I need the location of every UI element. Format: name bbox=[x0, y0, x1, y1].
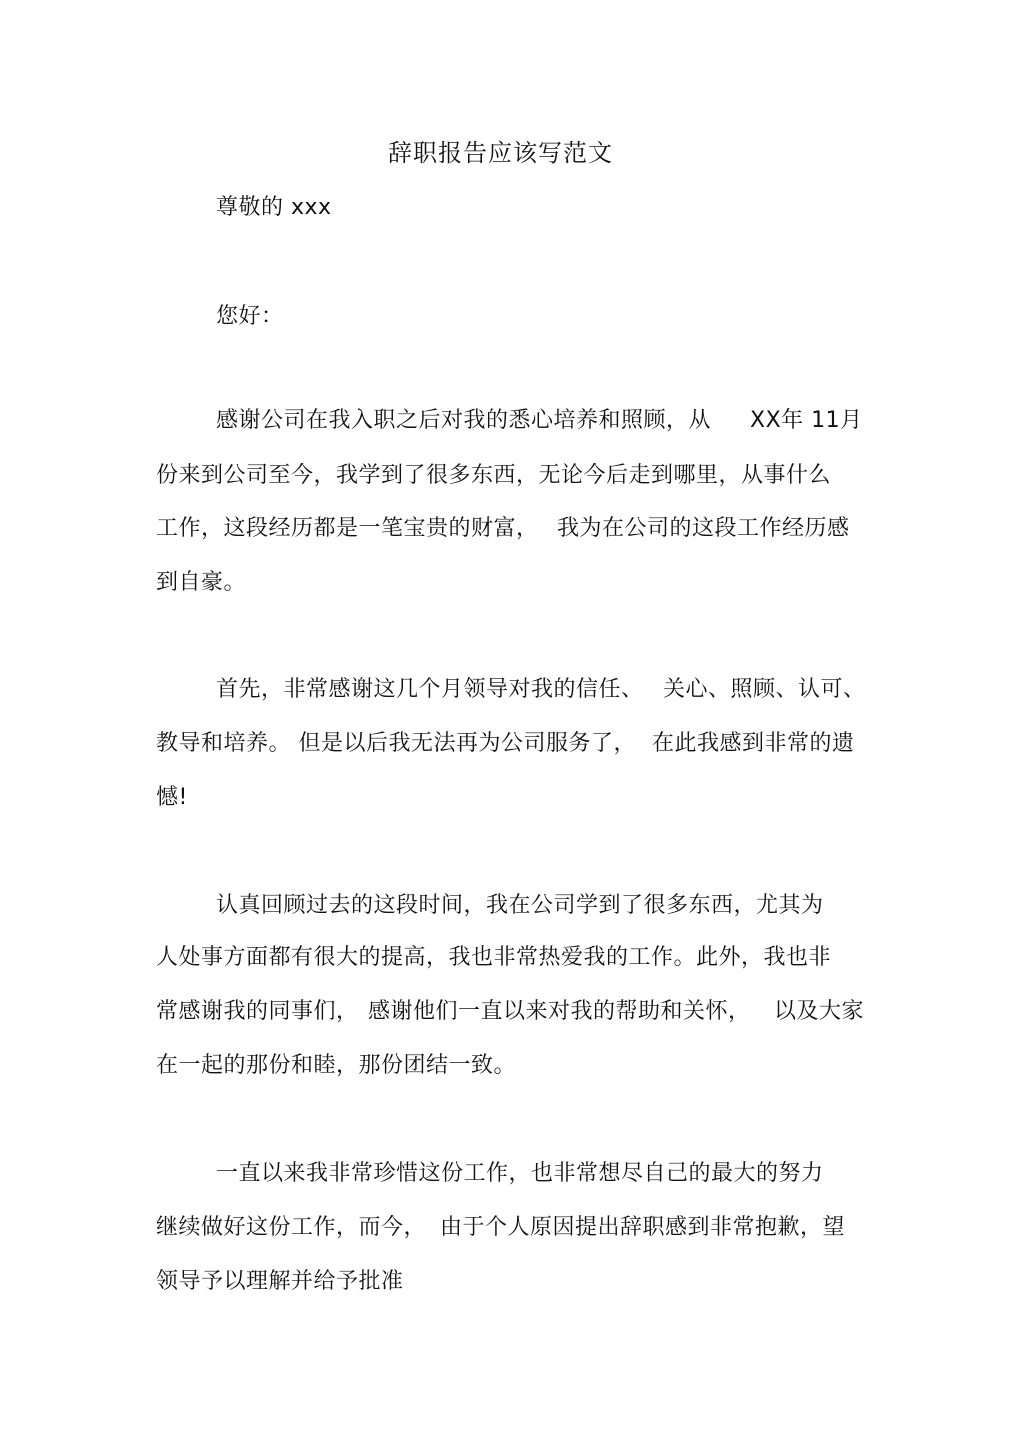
paragraph-1-line-3b: 我为在公司的这段工作经历感 bbox=[557, 516, 850, 541]
paragraph-2-line-2b: 在此我感到非常的遗 bbox=[652, 731, 855, 756]
paragraph-1-line-1b: XX年 11月 bbox=[750, 408, 863, 433]
paragraph-1-line-4: 到自豪。 bbox=[156, 570, 247, 595]
paragraph-2-line-1b: 关心、照顾、认可、 bbox=[663, 677, 866, 702]
paragraph-1-line-1a: 感谢公司在我入职之后对我的悉心培养和照顾，从 bbox=[216, 408, 712, 433]
paragraph-4-line-3: 领导予以理解并给予批准 bbox=[156, 1269, 404, 1294]
salutation: 尊敬的 xxx bbox=[216, 195, 332, 220]
paragraph-2-line-3: 憾! bbox=[156, 785, 188, 810]
paragraph-3-line-1: 认真回顾过去的这段时间，我在公司学到了很多东西，尤其为 bbox=[216, 893, 824, 918]
paragraph-3-line-3c: 以及大家 bbox=[774, 999, 865, 1024]
paragraph-3-line-2: 人处事方面都有很大的提高，我也非常热爱我的工作。此外，我也非 bbox=[156, 945, 832, 970]
paragraph-2-line-1a: 首先，非常感谢这几个月领导对我的信任、 bbox=[216, 677, 644, 702]
paragraph-4-line-1: 一直以来我非常珍惜这份工作，也非常想尽自己的最大的努力 bbox=[216, 1161, 824, 1186]
paragraph-1-line-3a: 工作，这段经历都是一笔宝贵的财富， bbox=[156, 516, 539, 541]
paragraph-4-line-2a: 继续做好这份工作，而今， bbox=[156, 1215, 427, 1240]
document-title: 辞职报告应该写范文 bbox=[388, 139, 613, 167]
paragraph-4-line-2b: 由于个人原因提出辞职感到非常抱歉，望 bbox=[440, 1215, 846, 1240]
paragraph-2-line-2a: 教导和培养。 但是以后我无法再为公司服务了， bbox=[156, 731, 636, 756]
paragraph-3-line-3a: 常感谢我的同事们， bbox=[156, 999, 359, 1024]
paragraph-3-line-3b: 感谢他们一直以来对我的帮助和关怀， bbox=[368, 999, 751, 1024]
greeting: 您好： bbox=[216, 304, 284, 329]
paragraph-3-line-4: 在一起的那份和睦，那份团结一致。 bbox=[156, 1053, 517, 1078]
paragraph-1-line-2: 份来到公司至今，我学到了很多东西，无论今后走到哪里，从事什么 bbox=[156, 463, 832, 488]
